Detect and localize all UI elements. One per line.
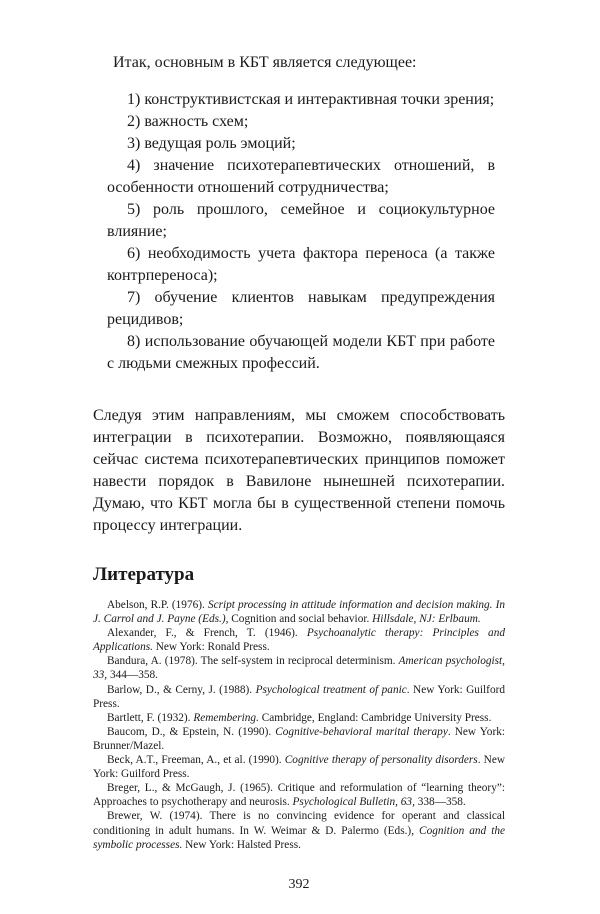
page-number: 392: [288, 876, 310, 892]
list-item: 5) роль прошлого, семейное и социокультурное влияние;: [107, 201, 495, 240]
list-item: 8) использование обучающей модели КБТ при работе с людьми смежных профессий.: [107, 333, 495, 372]
intro-text: Итак, основным в КБТ является следующее:: [113, 54, 417, 71]
reference-entry: [93, 725, 505, 753]
reference-italic-text: Psychological treatment of panic: [255, 683, 407, 696]
reference-italic-text: Psychoanalytic therapy: Principles and Applications.: [93, 627, 505, 654]
reference-text: . New York: Guilford Press.: [93, 754, 505, 781]
reference-text: New York: Ronald Press.: [152, 641, 270, 654]
reference-text: Cambridge, England: Cambridge University Press.: [258, 711, 492, 724]
reference-entry: [93, 654, 505, 682]
principles-list: [107, 89, 495, 375]
reference-text: Alexander, F., & French, T. (1946).: [107, 627, 307, 640]
list-item: 7) обучение клиентов навыкам предупреждения рецидивов;: [107, 289, 495, 328]
reference-italic-text: Cognition and the symbolic processes.: [93, 824, 505, 851]
reference-entry: [93, 598, 505, 626]
reference-text: Barlow, D., & Cerny, J. (1988).: [107, 683, 256, 696]
reference-text: Brewer, W. (1974). There is no convincing evidence for operant and classical conditioning in adult humans. In W. Weimar & D. Palermo (Eds.),: [93, 810, 505, 837]
reference-text: Beck, A.T., Freeman, A., et al. (1990).: [107, 754, 285, 767]
reference-entry: [93, 683, 505, 711]
reference-text: Bartlett, F. (1932).: [107, 711, 194, 724]
reference-text: New York: Halsted Press.: [182, 838, 301, 851]
reference-italic-text: Psychological Bulletin, 63,: [292, 796, 415, 809]
reference-text: Bandura, A. (1978). The self-system in reciprocal determinism.: [107, 655, 399, 668]
list-item: 6) необходимость учета фактора переноса (а также контрпереноса);: [107, 245, 495, 284]
reference-italic-text: American psychologist, 33,: [93, 655, 505, 682]
reference-entry: [93, 753, 505, 781]
reference-text: . New York: Guilford Press.: [93, 683, 506, 710]
reference-entry: [93, 781, 505, 809]
conclusion-paragraph: Следуя этим направлениям, мы сможем способствовать интеграции в психотерапии. Возможно, появляющаяся сейчас система психотерапевтических принципов поможет навести порядок в Вавилоне нынешней психотерапии. Думаю, что КБТ могла бы в существенной степени помочь процессу интеграции.: [93, 407, 505, 534]
reference-text: Cognition and social behavior.: [228, 613, 373, 626]
reference-italic-text: Script processing in attitude information and decision making. In J. Carrol and J. Payne (Eds.),: [93, 599, 505, 626]
list-item: 4) значение психотерапевтических отношений, в особенности отношений сотрудничества;: [107, 157, 495, 196]
references-list: [93, 598, 505, 852]
section-heading: Литература: [93, 564, 195, 585]
reference-entry: [93, 809, 505, 851]
list-item: 3) ведущая роль эмоций;: [127, 135, 296, 152]
reference-text: . New York: Brunner/Mazel.: [93, 725, 505, 752]
reference-italic-text: Hillsdale, NJ: Erlbaum.: [372, 613, 481, 626]
list-item: 2) важность схем;: [127, 113, 249, 130]
reference-italic-text: Cognitive-behavioral marital therapy: [275, 725, 448, 738]
reference-italic-text: Cognitive therapy of personality disorders: [284, 754, 478, 767]
reference-text: Breger, L., & McGaugh, J. (1965). Critique and reformulation of “learning theory”: Approaches to psychotherapy and neurosis.: [93, 782, 505, 809]
reference-text: 344—358.: [107, 669, 158, 682]
reference-entry: [93, 626, 505, 654]
reference-text: Baucom, D., & Epstein, N. (1990).: [107, 725, 276, 738]
reference-italic-text: Remembering.: [193, 711, 259, 724]
reference-entry: [93, 711, 505, 725]
reference-text: 338—358.: [414, 796, 466, 809]
list-item: 1) конструктивистская и интерактивная точки зрения;: [127, 91, 495, 108]
reference-text: Abelson, R.P. (1976).: [107, 599, 208, 611]
